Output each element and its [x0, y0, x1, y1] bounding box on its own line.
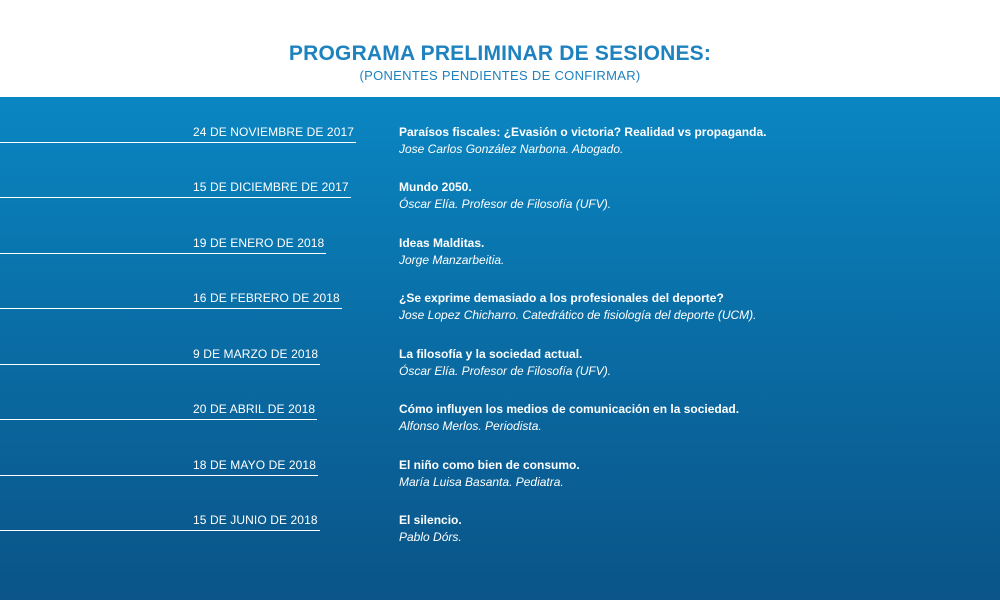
session-speaker: Jorge Manzarbeitia. [399, 253, 505, 267]
session-topic: El niño como bien de consumo. [399, 458, 580, 472]
session-date: 15 DE DICIEMBRE DE 2017 [193, 180, 349, 194]
session-item [0, 347, 1000, 387]
session-date: 24 DE NOVIEMBRE DE 2017 [193, 125, 355, 139]
session-speaker: Óscar Elía. Profesor de Filosofía (UFV). [399, 364, 612, 378]
session-topic: La filosofía y la sociedad actual. [399, 347, 583, 361]
session-date: 9 DE MARZO DE 2018 [193, 347, 319, 361]
date-underline [0, 364, 320, 365]
date-underline [0, 253, 326, 254]
session-speaker: Jose Lopez Chicharro. Catedrático de fisiología del deporte (UCM). [399, 308, 757, 322]
date-underline [0, 419, 317, 420]
sessions-panel [0, 97, 1000, 600]
session-topic: Paraísos fiscales: ¿Evasión o victoria? Realidad vs propaganda. [399, 125, 767, 139]
session-speaker: Jose Carlos González Narbona. Abogado. [399, 142, 624, 156]
session-item [0, 125, 1000, 165]
session-topic: El silencio. [399, 513, 462, 527]
session-item [0, 402, 1000, 442]
session-date: 19 DE ENERO DE 2018 [193, 236, 325, 250]
session-speaker: Pablo Dórs. [399, 530, 462, 544]
session-topic: Mundo 2050. [399, 180, 472, 194]
session-speaker: Óscar Elía. Profesor de Filosofía (UFV). [399, 197, 612, 211]
session-date: 15 DE JUNIO DE 2018 [193, 513, 318, 527]
session-item [0, 458, 1000, 498]
session-item [0, 291, 1000, 331]
header [0, 0, 1000, 97]
session-item [0, 513, 1000, 553]
session-item [0, 180, 1000, 220]
date-underline [0, 530, 320, 531]
date-underline [0, 197, 351, 198]
page-title: PROGRAMA PRELIMINAR DE SESIONES: [288, 42, 712, 65]
date-underline [0, 308, 342, 309]
session-topic: ¿Se exprime demasiado a los profesionales del deporte? [399, 291, 724, 305]
session-topic: Cómo influyen los medios de comunicación en la sociedad. [399, 402, 740, 416]
session-topic: Ideas Malditas. [399, 236, 485, 250]
session-date: 16 DE FEBRERO DE 2018 [193, 291, 340, 305]
session-speaker: Alfonso Merlos. Periodista. [399, 419, 542, 433]
session-date: 20 DE ABRIL DE 2018 [193, 402, 316, 416]
session-speaker: María Luisa Basanta. Pediatra. [399, 475, 564, 489]
date-underline [0, 142, 356, 143]
session-item [0, 236, 1000, 276]
session-date: 18 DE MAYO DE 2018 [193, 458, 316, 472]
page-subtitle: (PONENTES PENDIENTES DE CONFIRMAR) [359, 68, 641, 83]
date-underline [0, 475, 318, 476]
